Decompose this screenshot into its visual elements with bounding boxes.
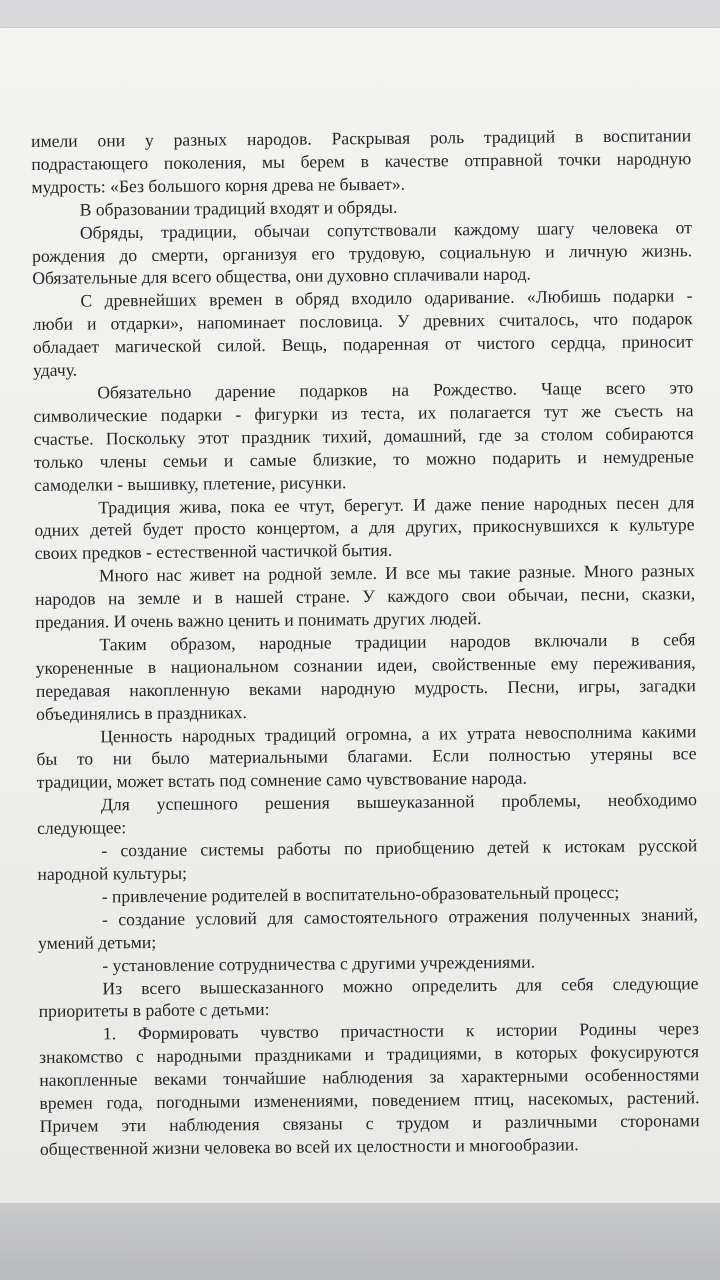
text-line: В образовании традиций входят и обряды. — [79, 196, 398, 220]
text-line: Ценность народных традиций огромна, а их утрата невосполнима какими — [100, 720, 697, 746]
text-line: укорененные в национальном сознании идеи, свойственные ему переживания, — [35, 652, 696, 678]
text-line: времен года, погодными изменениями, поведением птиц, насекомых, растений. — [39, 1087, 700, 1114]
text-line: общественной жизни человека во всей их целостности и многообразии. — [39, 1134, 579, 1159]
text-line: следующее: — [37, 817, 127, 839]
text-line: Обязательно дарение подарков на Рождество. Чаще всего это — [97, 377, 694, 403]
text-line: - создание условий для самостоятельного отражения полученных знаний, — [101, 904, 698, 930]
document-text — [31, 124, 700, 1161]
text-line: счастье. Поскольку этот праздник тихий, домашний, где за столом собираются — [33, 423, 694, 449]
text-line: передавая накопленную веками народную мудрость. Песни, игры, загадки — [35, 674, 696, 701]
text-line: предания. И очень важно ценить и понимать других людей. — [35, 608, 482, 633]
text-line: самоделки - вышивку, плетение, рисунки. — [34, 471, 347, 495]
text-line: одних детей будет просто концертом, а для других, прикоснувшихся к культуре — [34, 514, 695, 541]
text-line: 1. Формировать чувство причастности к истории Родины через — [102, 1018, 699, 1044]
text-line: удачу. — [33, 359, 78, 381]
text-line: - установление сотрудничества с другими учреждениями. — [102, 951, 536, 976]
text-line: символические подарки - фигурки из теста, их полагается тут же съесть на — [33, 400, 694, 426]
text-line: народной культуры; — [37, 862, 188, 884]
text-line: Обряды, традиции, обычаи сопутствовали каждому шагу человека от — [79, 216, 692, 243]
text-line: умений детьми; — [38, 931, 157, 953]
text-line: Обязательные для всего общества, они духовно сплачивали народ. — [32, 264, 531, 289]
text-line: С древнейших времен в обряд входило одаривание. «Любишь подарки - — [80, 285, 693, 311]
text-line: только члены семьи и самые близкие, то можно подарить и немудреные — [33, 445, 694, 472]
text-line: накопленные веками тончайшие наблюдения за характерными особенностями — [39, 1064, 700, 1091]
text-line: люби и отдарки», напоминает пословица. У древних считалось, что подарок — [32, 308, 693, 335]
text-line: бы то ни было материальными благами. Если полностью утеряны все — [36, 743, 697, 770]
text-line: мудрость: «Без большого корня древа не бывает». — [31, 173, 406, 197]
text-line: объединялись в праздниках. — [36, 701, 247, 724]
text-line: народов на земле и в нашей стране. У каждого свои обычаи, песни, сказки, — [35, 583, 696, 610]
text-line: Таким образом, народные традиции народов включали в себя — [99, 629, 696, 655]
text-line: рождения до смерти, организуя его трудовую, социальную и личную жизнь. — [32, 239, 693, 266]
text-line: Традиция жива, пока ее чтут, берегут. И даже пение народных песен для — [98, 491, 695, 517]
background-surface — [0, 1203, 720, 1280]
text-line: традиции, может встать под сомнение само чувствование народа. — [36, 768, 527, 793]
text-line: Для успешного решения вышеуказанной проблемы, необходимо — [100, 789, 697, 815]
text-line: знакомство с народными праздниками и традициями, в которых фокусируются — [39, 1041, 700, 1068]
text-line: - привлечение родителей в воспитательно-образовательный процесс; — [101, 881, 620, 907]
text-line: Из всего вышесказанного можно определить для себя следующие — [102, 972, 699, 998]
text-line: подрастающего поколения, мы берем в качестве отправной точки народную — [31, 148, 692, 174]
text-line: своих предков - естественной частичкой бытия. — [34, 540, 393, 564]
text-line: - создание системы работы по приобщению детей к истокам русской — [101, 835, 698, 861]
text-line: приоритеты в работе с детьми: — [38, 999, 270, 1022]
text-line: Причем эти наблюдения связаны с трудом и различными сторонами — [39, 1110, 700, 1136]
text-line: Много нас живет на родной земле. И все мы такие разные. Много разных — [98, 560, 695, 586]
text-line: имели они у разных народов. Раскрывая роль традиций в воспитании — [31, 125, 692, 151]
text-line: обладает магической силой. Вещь, подаренная от чистого сердца, приносит — [32, 331, 693, 358]
